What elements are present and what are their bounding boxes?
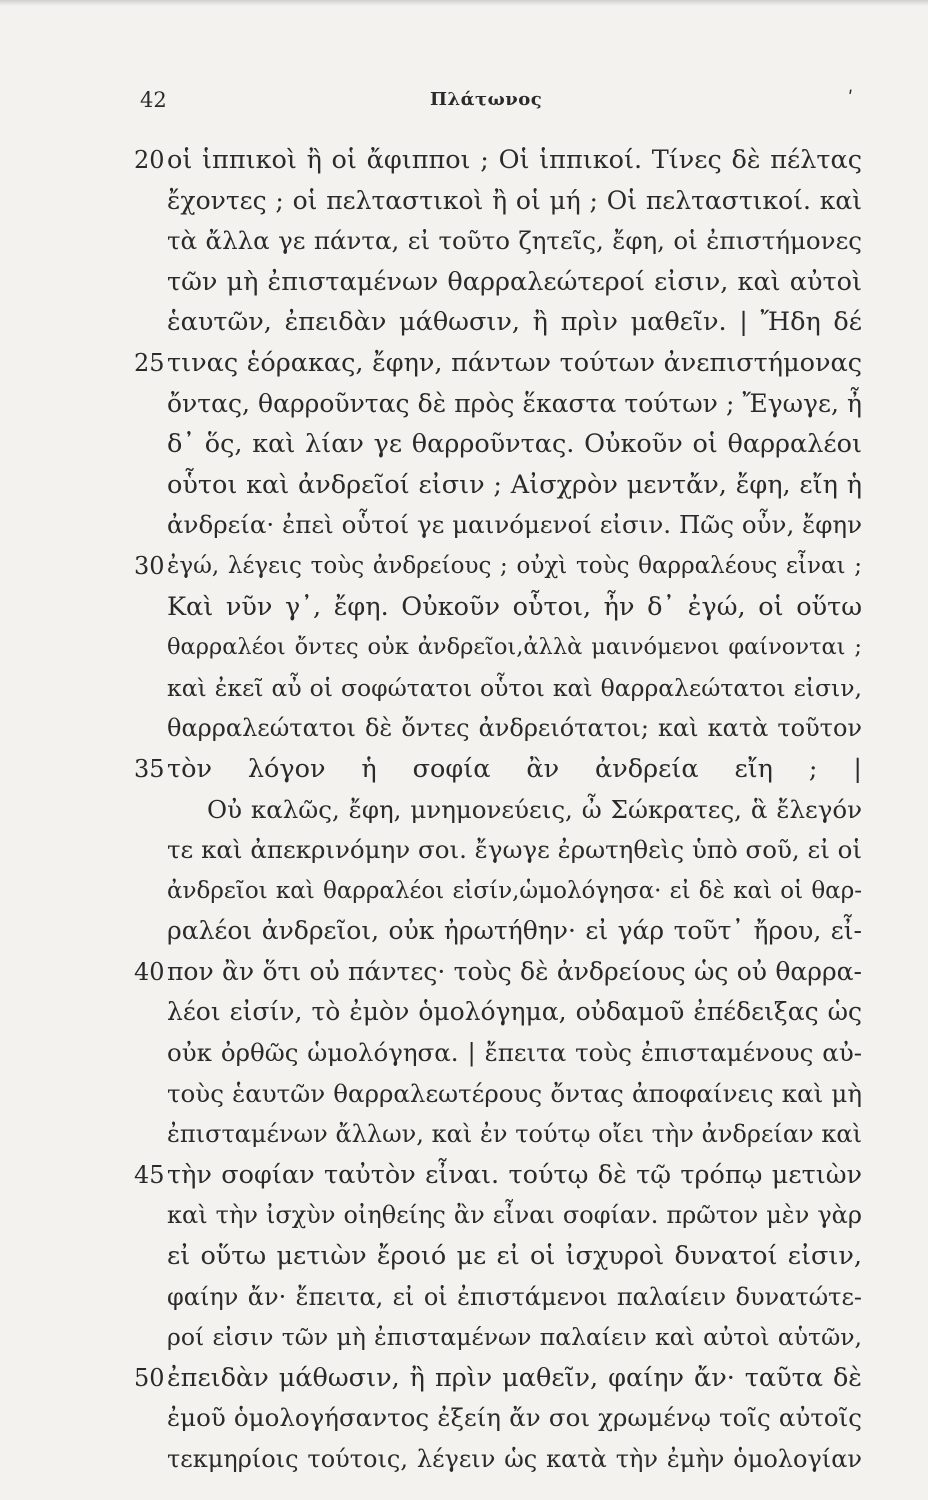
text-line (0, 911, 928, 952)
line-text: ραλέοι ἀνδρεῖοι, οὐκ ἠρωτήθην· εἰ γάρ τοῦτ᾽ ἤρου, εἶ- (167, 916, 862, 946)
text-line (0, 790, 928, 831)
line-text: ροί εἰσιν τῶν μὴ ἐπισταμένων παλαίειν καὶ αὐτοὶ αὑτῶν, (167, 1323, 862, 1352)
line-text: πον ἂν ὅτι οὐ πάντες· τοὺς δὲ ἀνδρείους ὡς οὐ θαρρα- (167, 956, 862, 986)
line-text: Καὶ νῦν γ᾽, ἔφη. Οὐκοῦν οὗτοι, ἦν δ᾽ ἐγώ, οἱ οὕτω (167, 591, 862, 622)
line-text: τεκμηρίοις τούτοις, λέγειν ὡς κατὰ τὴν ἐμὴν ὁμολογίαν (167, 1445, 862, 1473)
page-header (0, 88, 928, 118)
line-text: Οὐ καλῶς, ἔφη, μνημονεύεις, ὦ Σώκρατες, ἃ ἔλεγόν (207, 794, 862, 824)
line-text: φαίην ἄν· ἔπειτα, εἰ οἱ ἐπιστάμενοι παλαίειν δυνατώτε- (167, 1282, 862, 1311)
page-number: 42 (140, 88, 167, 112)
text-line (0, 871, 928, 912)
text-line (0, 140, 928, 181)
line-text: τὸν λόγον ἡ σοφία ἂν ἀνδρεία εἴη ; | (167, 753, 862, 784)
line-text: θαρραλεώτατοι δὲ ὄντες ἀνδρειότατοι; καὶ κατὰ τοῦτον (167, 714, 862, 743)
text-line (0, 627, 928, 668)
line-number: 35 (134, 754, 165, 783)
line-text: τὰ ἄλλα γε πάντα, εἰ τοῦτο ζητεῖς, ἔφη, οἱ ἐπιστήμονες (167, 226, 862, 256)
line-number: 40 (134, 957, 165, 986)
line-text: ἐμοῦ ὁμολογήσαντος ἐξείη ἄν σοι χρωμένῳ τοῖς αὐτοῖς (167, 1403, 862, 1433)
line-text: τε καὶ ἀπεκρινόμην σοι. ἔγωγε ἐρωτηθεὶς ὑπὸ σοῦ, εἰ οἱ (167, 835, 862, 865)
text-line (0, 992, 928, 1033)
line-number: 25 (134, 348, 165, 377)
line-text: τὴν σοφίαν ταὐτὸν εἶναι. τούτῳ δὲ τῷ τρόπῳ μετιὼν (167, 1159, 862, 1190)
text-line (0, 1155, 928, 1196)
text-line (0, 1439, 928, 1480)
text-line (0, 1033, 928, 1074)
line-text: τοὺς ἑαυτῶν θαρραλεωτέρους ὄντας ἀποφαίνεις καὶ μὴ (167, 1078, 862, 1108)
line-number: 50 (134, 1363, 165, 1392)
text-line (0, 343, 928, 384)
text-line (0, 708, 928, 749)
text-line (0, 1114, 928, 1155)
line-number: 45 (134, 1160, 165, 1189)
text-line (0, 668, 928, 709)
line-text: ἐπισταμένων ἄλλων, καὶ ἐν τούτῳ οἴει τὴν ἀνδρείαν καὶ (167, 1120, 862, 1149)
line-number: 30 (134, 551, 165, 580)
text-line (0, 262, 928, 303)
line-number: 20 (134, 146, 165, 174)
margin-mark: ʹ (848, 88, 854, 109)
line-text: θαρραλέοι ὄντες οὐκ ἀνδρεῖοι,ἀλλὰ μαινόμενοι φαίνονται ; (167, 634, 862, 661)
text-line (0, 1074, 928, 1115)
text-line (0, 546, 928, 587)
running-title: Πλάτωνος (430, 89, 543, 110)
text-line (0, 221, 928, 262)
line-text: οὗτοι καὶ ἀνδρεῖοί εἰσιν ; Αἰσχρὸν μεντἄν, ἔφη, εἴη ἡ (167, 469, 862, 500)
text-line (0, 181, 928, 222)
text-line (0, 424, 928, 465)
line-text: εἰ οὕτω μετιὼν ἔροιό με εἰ οἱ ἰσχυροὶ δυνατοί εἰσιν, (167, 1241, 862, 1272)
line-text: δ᾽ ὅς, καὶ λίαν γε θαρροῦντας. Οὐκοῦν οἱ θαρραλέοι (167, 429, 862, 460)
text-line (0, 384, 928, 425)
line-text: τινας ἑόρακας, ἔφην, πάντων τούτων ἀνεπιστήμονας (167, 347, 862, 378)
line-text: ἐγώ, λέγεις τοὺς ἀνδρείους ; οὐχὶ τοὺς θαρραλέους εἶναι ; (167, 552, 862, 579)
text-line (0, 1277, 928, 1318)
line-text: λέοι εἰσίν, τὸ ἐμὸν ὁμολόγημα, οὐδαμοῦ ἐπέδειξας ὡς (167, 997, 862, 1027)
line-text: ἀνδρεῖοι καὶ θαρραλέοι εἰσίν,ὡμολόγησα· εἰ δὲ καὶ οἱ θαρ- (167, 877, 862, 904)
line-text: ἀνδρεία· ἐπεὶ οὗτοί γε μαινόμενοί εἰσιν. Πῶς οὖν, ἔφην (167, 510, 862, 540)
line-text: ἔχοντες ; οἱ πελταστικοὶ ἢ οἱ μή ; Οἱ πελταστικοί. καὶ (167, 185, 862, 215)
text-line (0, 302, 928, 343)
text-line (0, 505, 928, 546)
text-line (0, 952, 928, 993)
line-text: ὄντας, θαρροῦντας δὲ πρὸς ἕκαστα τούτων ; Ἔγωγε, ἦ (167, 388, 862, 418)
line-text: τῶν μὴ ἐπισταμένων θαρραλεώτεροί εἰσιν, καὶ αὐτοὶ (167, 266, 862, 297)
text-line (0, 1398, 928, 1439)
line-text: καὶ ἐκεῖ αὖ οἱ σοφώτατοι οὗτοι καὶ θαρραλεώτατοι εἰσιν, (167, 673, 862, 702)
line-text: ἐπειδὰν μάθωσιν, ἢ πρὶν μαθεῖν, φαίην ἄν· ταῦτα δὲ (167, 1362, 862, 1393)
line-text: οἱ ἱππικοὶ ἢ οἱ ἄφιπποι ; Οἱ ἱππικοί. Τίνες δὲ πέλτας (167, 145, 862, 175)
text-line (0, 1195, 928, 1236)
line-text: καὶ τὴν ἰσχὺν οἰηθείης ἂν εἶναι σοφίαν. πρῶτον μὲν γὰρ (167, 1201, 862, 1230)
line-text: ἑαυτῶν, ἐπειδὰν μάθωσιν, ἢ πρὶν μαθεῖν. | Ἤδη δέ (167, 307, 862, 338)
text-line (0, 465, 928, 506)
text-line (0, 749, 928, 790)
text-line (0, 1317, 928, 1358)
text-line (0, 830, 928, 871)
text-line (0, 587, 928, 628)
greek-text-body (0, 140, 928, 1480)
page-top-edge (0, 0, 928, 6)
line-text: οὐκ ὀρθῶς ὡμολόγησα. | ἔπειτα τοὺς ἐπισταμένους αὐ- (167, 1038, 862, 1068)
text-line (0, 1358, 928, 1399)
text-line (0, 1236, 928, 1277)
